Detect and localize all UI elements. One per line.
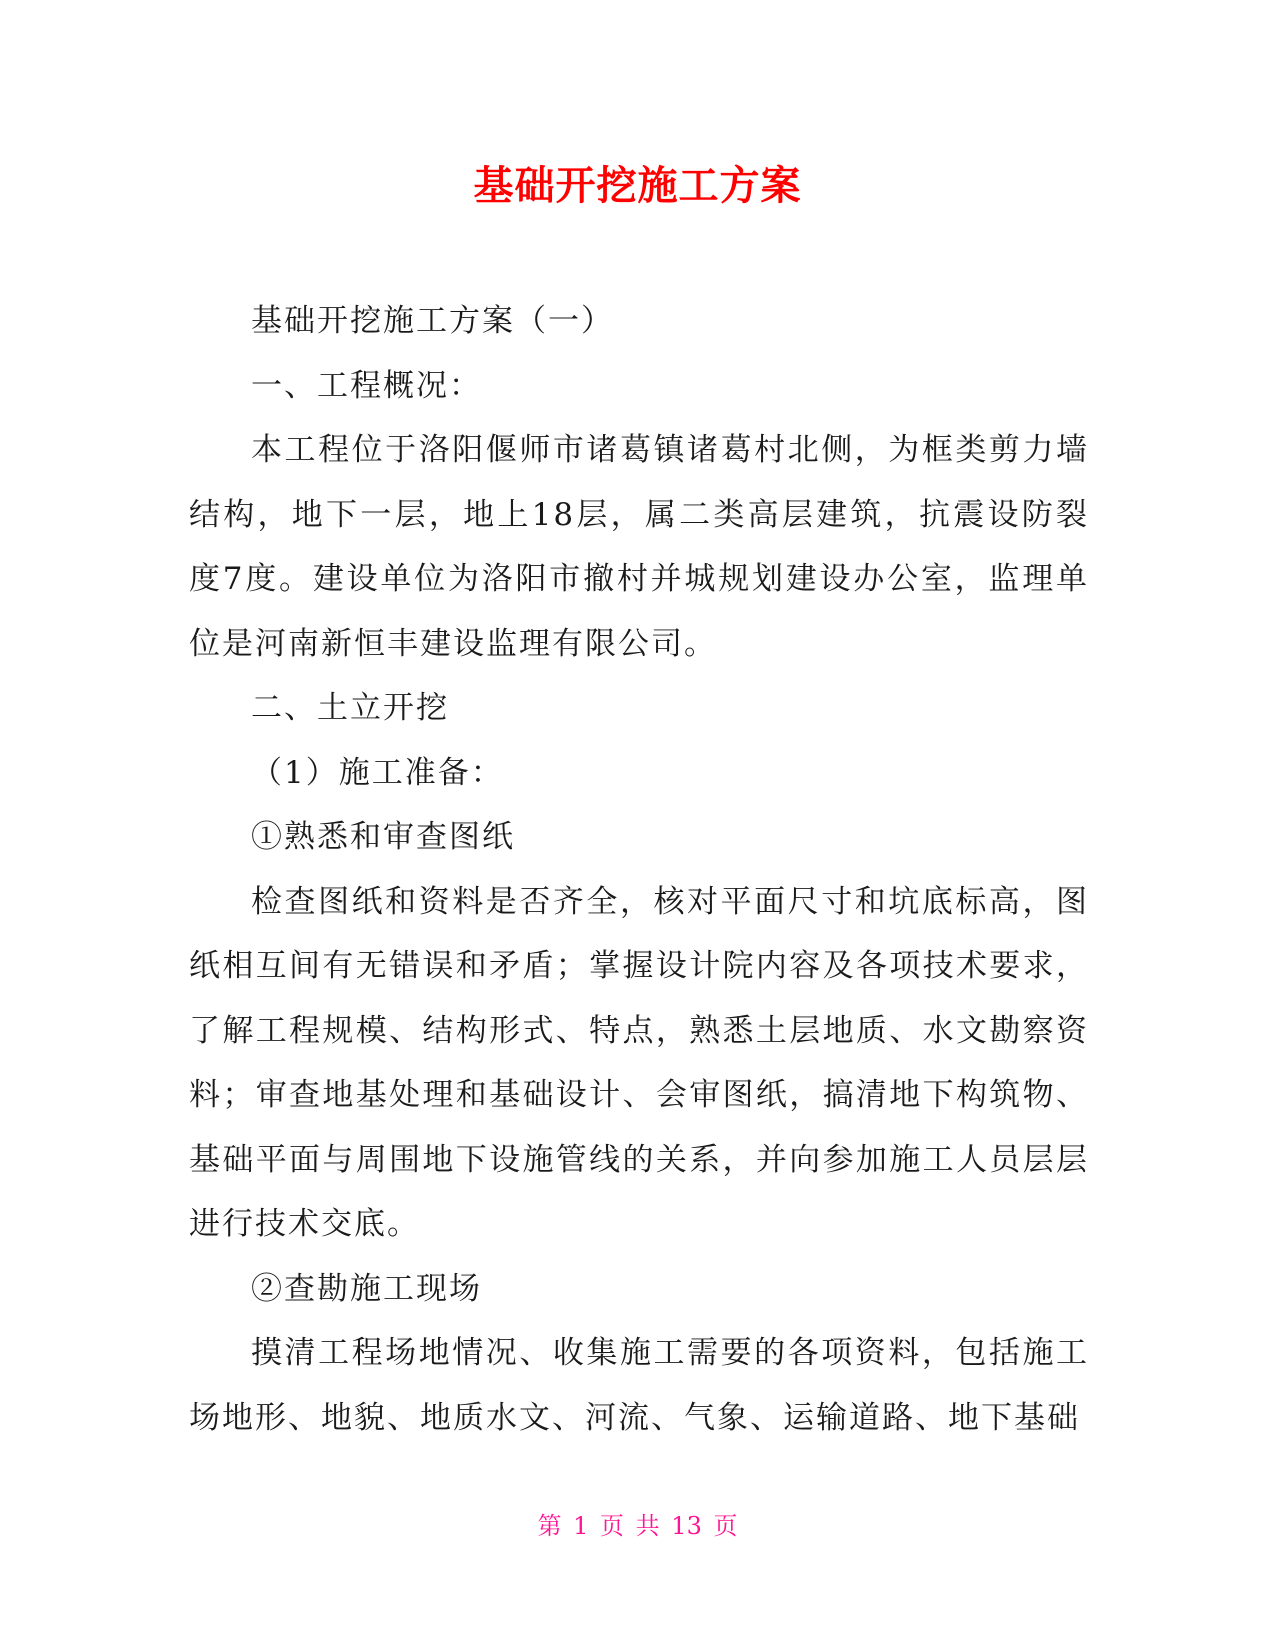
page-number-footer: 第 1 页 共 13 页 <box>537 1512 738 1540</box>
subsection-heading: （1）施工准备： <box>251 754 504 791</box>
document-body <box>189 289 1089 1450</box>
section-heading: 二、土立开挖 <box>251 690 449 726</box>
item-heading: ②查勘施工现场 <box>251 1270 482 1307</box>
section-heading: 一、工程概况： <box>251 367 482 404</box>
body-paragraph: 检查图纸和资料是否齐全，核对平面尺寸和坑底标高，图纸相互间有无错误和矛盾；掌握设计院内容及各项技术要求，了解工程规模、结构形式、特点，熟悉土层地质、水文勘察资料；审查地基处理和基础设计、会审图纸，搞清地下构筑物、基础平面与周围地下设施管线的关系，并向参加施工人员层层进行技术交底。 <box>189 883 1089 1242</box>
item-heading: ①熟悉和审查图纸 <box>251 819 515 855</box>
section-heading: 基础开挖施工方案（一） <box>251 303 614 339</box>
body-paragraph: 本工程位于洛阳偃师市诸葛镇诸葛村北侧，为框类剪力墙结构，地下一层，地上18层，属二类高层建筑，抗震设防裂度7度。建设单位为洛阳市撤村并城规划建设办公室，监理单位是河南新恒丰建设监理有限公司。 <box>189 432 1089 662</box>
body-paragraph: 摸清工程场地情况、收集施工需要的各项资料，包括施工场地形、地貌、地质水文、河流、气象、运输道路、地下基础 <box>189 1335 1089 1436</box>
document-title: 基础开挖施工方案 <box>473 163 802 209</box>
